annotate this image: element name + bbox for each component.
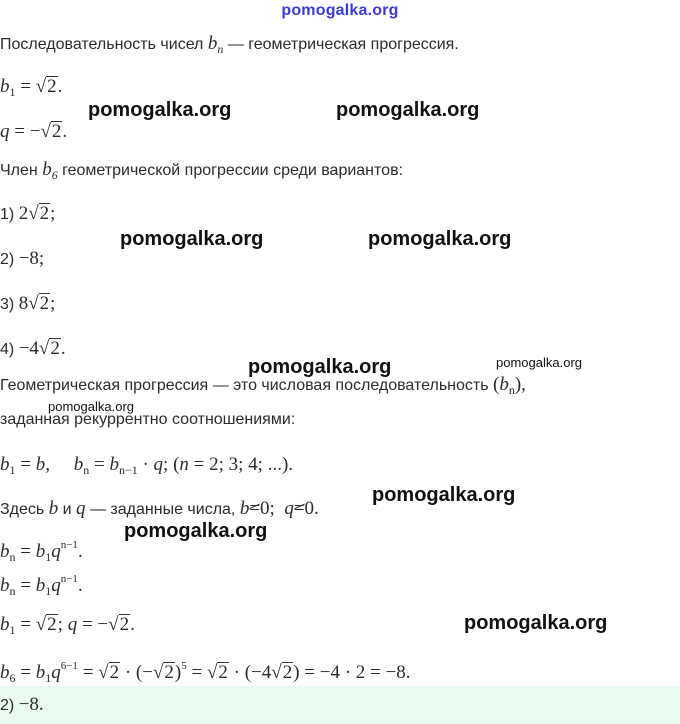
watermark: pomogalka.org bbox=[48, 399, 134, 414]
q-line: q = −√2. bbox=[0, 121, 68, 142]
here-line: Здесь b и q — заданные числа, b=0; q=0. bbox=[0, 498, 319, 519]
intro-line: Последовательность чисел $b_n$ — геометрическая прогрессия. bbox=[0, 33, 459, 56]
recurrence-formula: $b_1 = b$, $b_n = b_{n-1} \cdot q$; (n = 2; 3; 4; ...). bbox=[0, 454, 294, 477]
option-1: 1) 2√2; bbox=[0, 203, 56, 224]
watermark: pomogalka.org bbox=[336, 99, 480, 121]
question-text-a: Член bbox=[0, 162, 38, 179]
intro-end: — геометрическая прогрессия. bbox=[227, 36, 459, 53]
watermark: pomogalka.org bbox=[124, 520, 268, 542]
watermark: pomogalka.org bbox=[120, 228, 264, 250]
definition-line-2: заданная рекуррентно соотношениями: bbox=[0, 411, 296, 428]
watermark: pomogalka.org bbox=[248, 356, 392, 378]
general-formula-2: $b_n = b_1q^{n-1}$. bbox=[0, 573, 83, 598]
watermark: pomogalka.org bbox=[464, 612, 608, 634]
intro-text: Последовательность чисел bbox=[0, 36, 204, 53]
definition-text: Геометрическая прогрессия — это числовая последовательность bbox=[0, 377, 489, 394]
here-text-a: Здесь bbox=[0, 501, 45, 518]
question-text-b: геометрической прогрессии среди вариантов: bbox=[62, 162, 404, 179]
answer-value: −8. bbox=[18, 694, 44, 715]
option-3: 3) 8√2; bbox=[0, 293, 56, 314]
question-line: Член $b_6$ геометрической прогрессии среди вариантов: bbox=[0, 159, 404, 182]
b1-line: $b_1 = √2$. bbox=[0, 76, 63, 99]
header-watermark: pomogalka.org bbox=[281, 2, 399, 19]
definition-line-1: Геометрическая прогрессия — это числовая последовательность $(b_n)$, bbox=[0, 374, 526, 397]
watermark: pomogalka.org bbox=[88, 99, 232, 121]
option-label: 3) bbox=[0, 296, 15, 313]
watermark: pomogalka.org bbox=[372, 484, 516, 506]
option-4: 4) −4√2. bbox=[0, 338, 66, 359]
answer-highlight bbox=[0, 686, 680, 724]
watermark: pomogalka.org bbox=[368, 228, 512, 250]
values-line: $b_1 = √2$; q = −√2. bbox=[0, 614, 135, 637]
general-formula-1: $b_n = b_1q^{n-1}$. bbox=[0, 539, 83, 564]
watermark: pomogalka.org bbox=[496, 355, 582, 370]
here-text-c: — заданные числа, bbox=[89, 501, 236, 518]
answer-line bbox=[0, 695, 44, 716]
option-label: 4) bbox=[0, 341, 15, 358]
option-label: 1) bbox=[0, 206, 15, 223]
here-text-b: и bbox=[62, 501, 72, 518]
calculation-line: $b_6 = b_1q^{6-1} = √2 \cdot (-√2)^5 = √2 \cdot (-4√2) = -4 \cdot 2 = -8$. bbox=[0, 660, 411, 685]
answer-label: 2) bbox=[0, 697, 15, 714]
option-2: 2) −8; bbox=[0, 248, 45, 269]
option-label: 2) bbox=[0, 251, 15, 268]
